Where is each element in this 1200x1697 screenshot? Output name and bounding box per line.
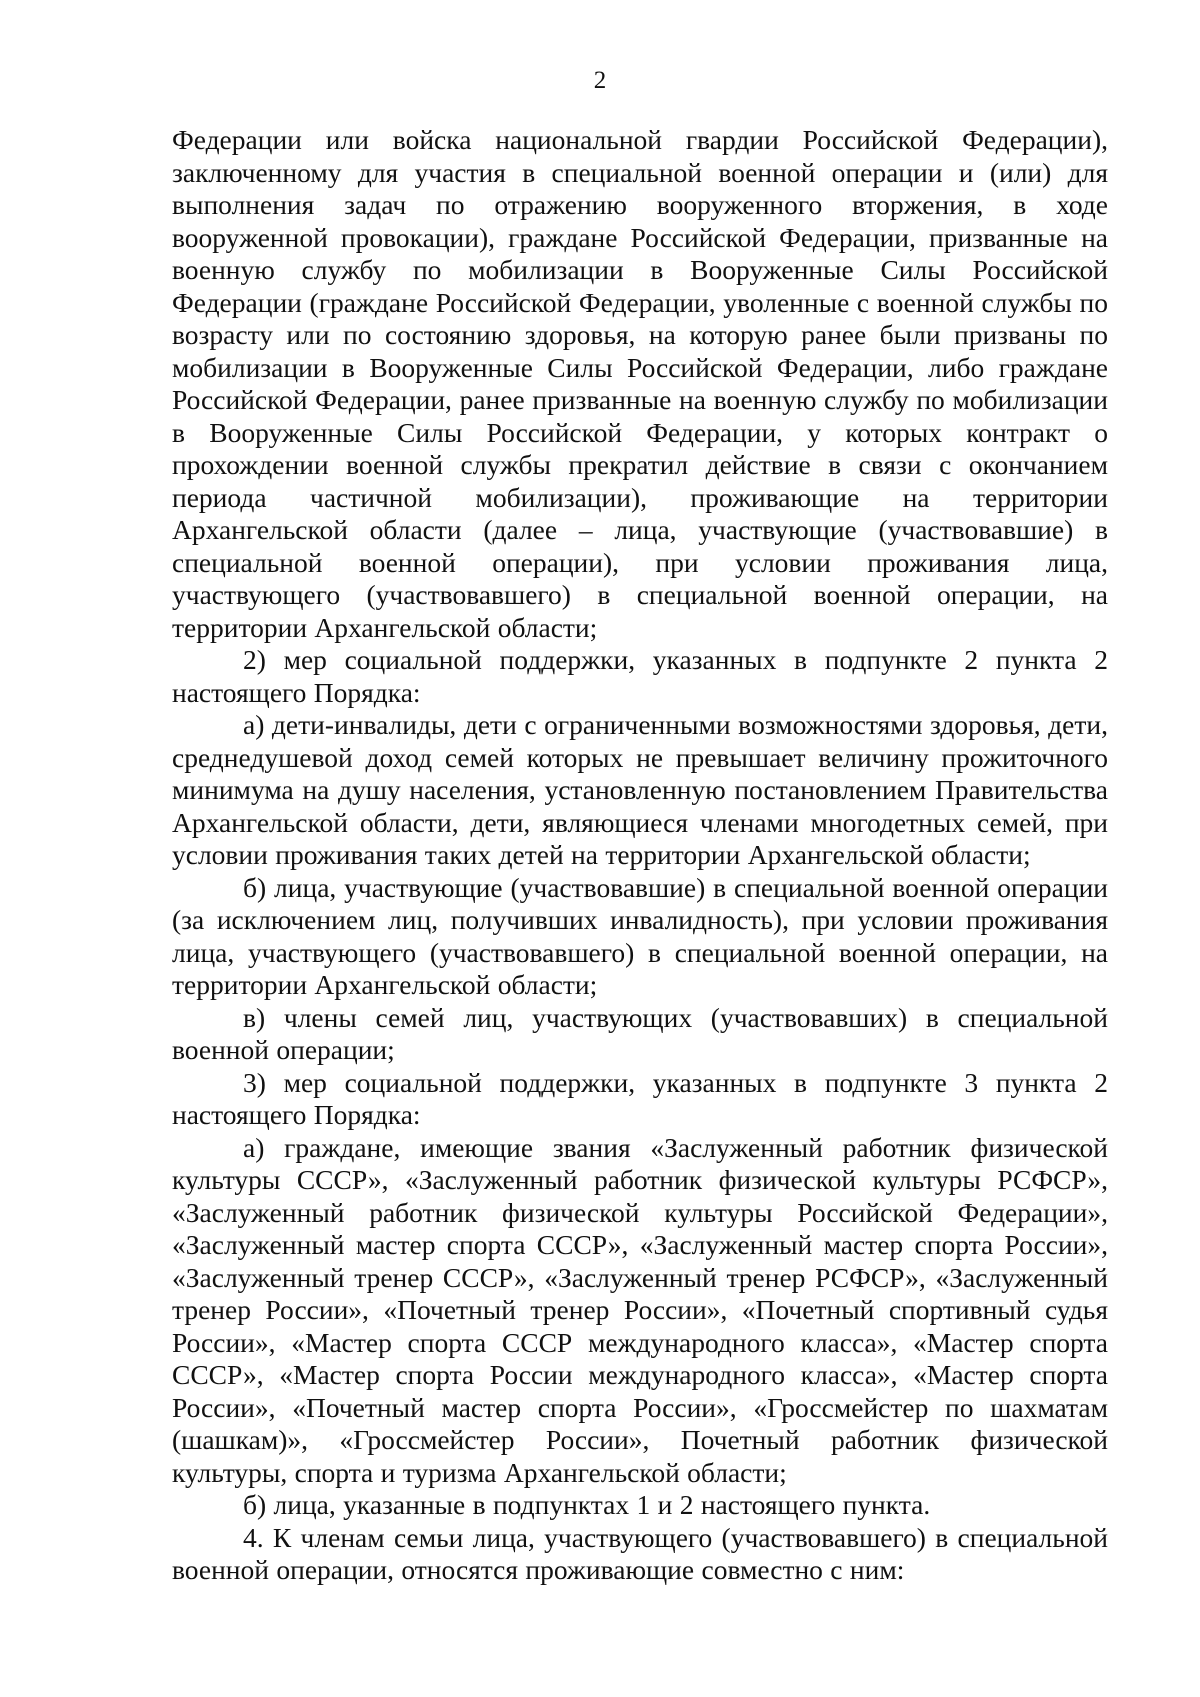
paragraph-item-2v: в) члены семей лиц, участвующих (участвовавших) в специальной военной операции; (172, 1001, 1108, 1065)
page-number: 2 (593, 67, 607, 94)
document-body (172, 124, 1108, 1587)
paragraph-item-2b: б) лица, участвующие (участвовавшие) в специальной военной операции (за исключением лиц, получивших инвалидность), при условии проживания лица, участвующего (участвовавшего) в специальной военной операции, на территории Архангельской области; (172, 871, 1108, 1000)
paragraph-item-3a: а) граждане, имеющие звания «Заслуженный работник физической культуры СССР», «Заслуженный работник физической культуры РСФСР», «Заслуженный работник физической культуры Российской Федерации», «Заслуженный мастер спорта СССР», «Заслуженный мастер спорта России», «Заслуженный тренер СССР», «Заслуженный тренер РСФСР», «Заслуженный тренер России», «Почетный тренер России», «Почетный спортивный судья России», «Мастер спорта СССР международного класса», «Мастер спорта СССР», «Мастер спорта России международного класса», «Мастер спорта России», «Почетный мастер спорта России», «Гроссмейстер по шахматам (шашкам)», «Гроссмейстер России», Почетный работник физической культуры, спорта и туризма Архангельской области; (172, 1131, 1108, 1488)
paragraph-section-4: 4. К членам семьи лица, участвующего (участвовавшего) в специальной военной операции, относятся проживающие совместно с ним: (172, 1521, 1108, 1585)
paragraph-continuation-clause-1: Федерации или войска национальной гвардии Российской Федерации), заключенному для участия в специальной военной операции и (или) для выполнения задач по отражению вооруженного вторжения, в ходе вооруженной провокации), граждане Российской Федерации, призванные на военную службу по мобилизации в Вооруженные Силы Российской Федерации (граждане Российской Федерации, уволенные с военной службы по возрасту или по состоянию здоровья, на которую ранее были призваны по мобилизации в Вооруженные Силы Российской Федерации, либо граждане Российской Федерации, ранее призванные на военную службу по мобилизации в Вооруженные Силы Российской Федерации, у которых контракт о прохождении военной службы прекратил действие в связи с окончанием периода частичной мобилизации), проживающие на территории Архангельской области (далее – лица, участвующие (участвовавшие) в специальной военной операции), при условии проживания лица, участвующего (участвовавшего) в специальной военной операции, на территории Архангельской области; (172, 124, 1108, 643)
paragraph-item-2: 2) мер социальной поддержки, указанных в подпункте 2 пункта 2 настоящего Порядка: (172, 644, 1108, 708)
paragraph-item-2a: а) дети-инвалиды, дети с ограниченными возможностями здоровья, дети, среднедушевой доход семей которых не превышает величину прожиточного минимума на душу населения, установленную постановлением Правительства Архангельской области, дети, являющиеся членами многодетных семей, при условии проживания таких детей на территории Архангельской области; (172, 709, 1108, 870)
paragraph-item-3: 3) мер социальной поддержки, указанных в подпункте 3 пункта 2 настоящего Порядка: (172, 1066, 1108, 1130)
paragraph-item-3b: б) лица, указанные в подпунктах 1 и 2 настоящего пункта. (243, 1489, 931, 1520)
